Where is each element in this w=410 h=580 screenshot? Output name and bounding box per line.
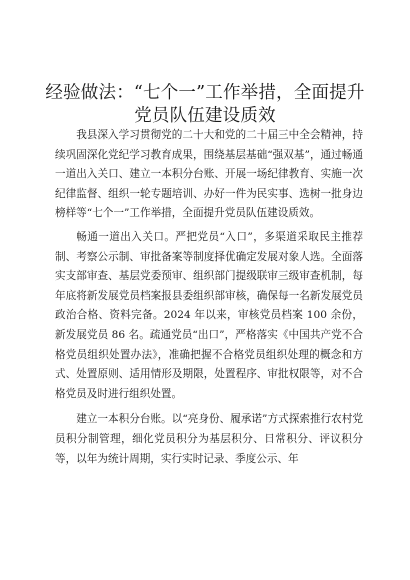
paragraph-entry-exit: 畅通一道出入关口。严把党员“入口”，多渠道采取民主推荐制、考察公示制、审批备案等制度择优确定发展对象人选。全面落实支部审查、基层党委预审、组织部门提级联审三级审查机制，每年底将新发展党员档案报县委组织部审核，确保每一名新发展党员政治合格、资料完备。2024 年以来，审核党员档案 100 余份，新发展党员 86 名。疏通党员“出口”，严格落实《中国共产党不合格党员组织处置办法》，准确把握不合格党员组织处理的概念和方式、处置原则、适用情形及期限，处置程序、审批权限等，对不合格党员及时进行组织处置。 <box>55 230 363 400</box>
paragraph-intro: 我县深入学习贯彻党的二十大和党的二十届三中全会精神，持续巩固深化党纪学习教育成果，围绕基层基础“强双基”，通过畅通一道出入关口、建立一本积分台账、开展一场纪律教育、实施一次纪律监督、组织一轮专题培训、办好一件为民实事、选树一批身边榜样等“七个一”工作举措，全面提升党员队伍建设质效。 <box>55 129 363 220</box>
document-body <box>55 126 363 472</box>
paragraph-points-ledger: 建立一本积分台账。以“亮身份、履承诺”方式探索推行农村党员积分制管理，细化党员积分为基层积分、日常积分、评议积分等，以年为统计周期，实行实时记录、季度公示、年 <box>55 413 363 465</box>
document-title: 经验做法：“七个一”工作举措，全面提升党员队伍建设质效 <box>45 83 365 126</box>
